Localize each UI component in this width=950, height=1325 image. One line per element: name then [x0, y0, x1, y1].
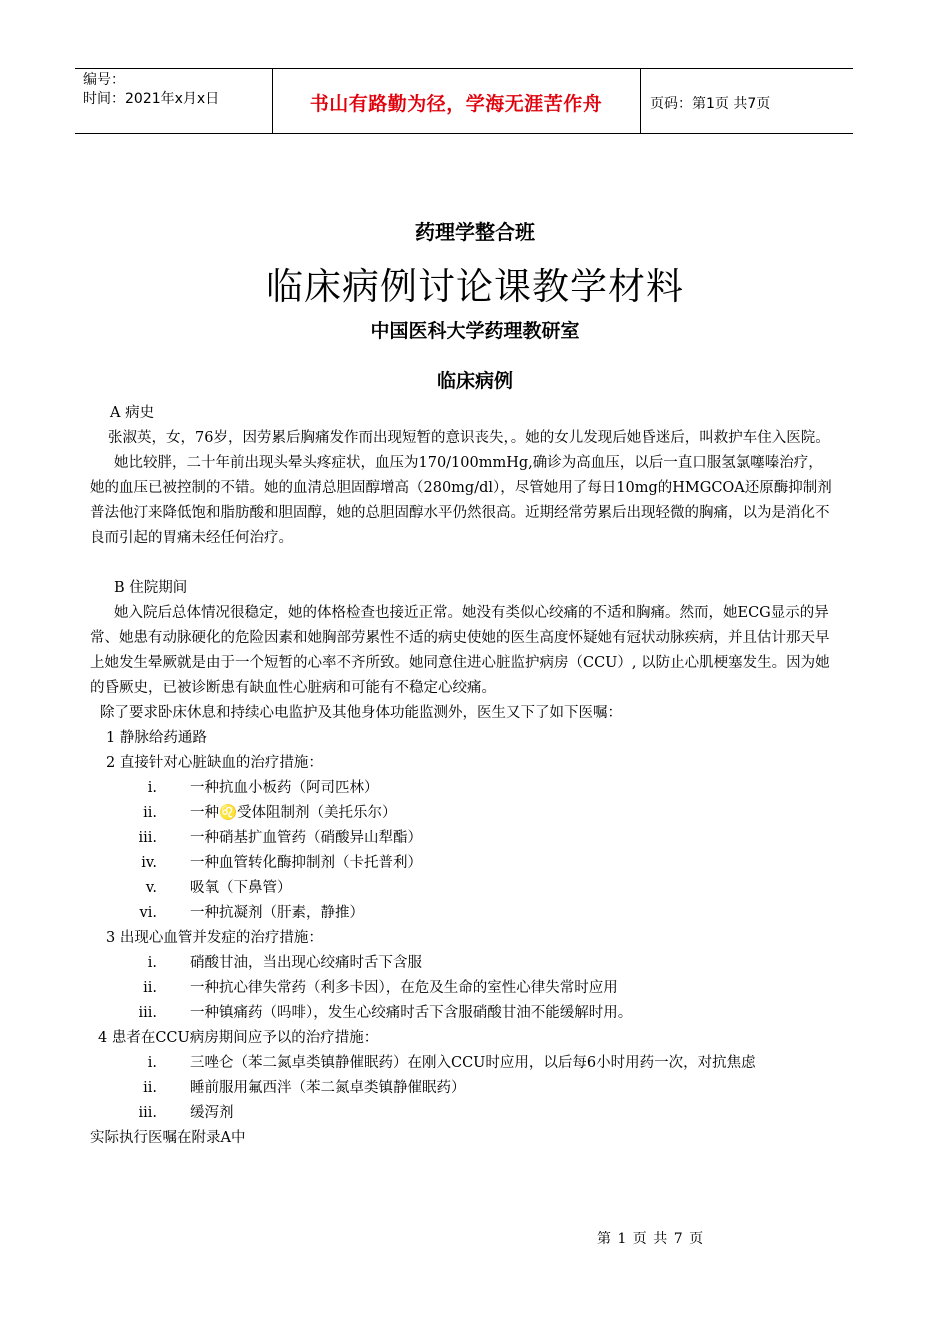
course-title: 药理学整合班 [415, 220, 535, 244]
history-paragraph: 她比较胖，二十年前出现头晕头疼症状，血压为170/100mmHg,确诊为高血压，以后一直口服氢氯噻嗪治疗，她的血压已被控制的不错。她的血清总胆固醇增高（280mg/dl），尽管她用了每日10mg的HMGCOA还原酶抑制剂普法他汀来降低饱和脂肪酸和胆固醇，她的总胆固醇水平仍然很高。近期经常劳累后出现轻微的胸痛，以为是消化不良而引起的胃痛未经任何治疗。 [90, 455, 832, 546]
time-label: 时间：2021年x月x日 [83, 91, 220, 107]
list-item: ii. 睡前服用氟西泮（苯二氮卓类镇静催眠药） [143, 1080, 466, 1096]
list-item: iii. 一种镇痛药（吗啡），发生心绞痛时舌下含服硝酸甘油不能缓解时用。 [138, 1005, 633, 1021]
list-item: i. 硝酸甘油，当出现心绞痛时舌下含服 [147, 955, 422, 971]
history-heading: A 病史 [110, 405, 155, 421]
closing-note: 实际执行医嘱在附录A中 [90, 1130, 246, 1146]
header-table [75, 68, 853, 134]
motto: 书山有路勤为径，学海无涯苦作舟 [309, 93, 603, 115]
list-item: ii. 一种抗心律失常药（利多卡因），在危及生命的室性心律失常时应用 [143, 980, 618, 996]
list-item: i. 三唑仑（苯二氮卓类镇静催眠药）在刚入CCU时应用，以后每6小时用药一次，对抗焦虑 [147, 1055, 756, 1071]
history-paragraph: 张淑英，女，76岁，因劳累后胸痛发作而出现短暂的意识丧失，。她的女儿发现后她昏迷后，叫救护车住入医院。 [108, 430, 830, 446]
list-item: iii. 缓泻剂 [138, 1105, 234, 1121]
hospital-paragraph: 她入院后总体情况很稳定，她的体格检查也接近正常。她没有类似心绞痛的不适和胸痛。然而，她ECG显示的异常、她患有动脉硬化的危险因素和她胸部劳累性不适的病史使她的医生高度怀疑她有冠状动脉疾病，并且估计那天早上她发生晕厥就是由于一个短暂的心率不齐所致。她同意住进心脏监护病房（CCU）, 以防止心肌梗塞发生。因为她的昏厥史，已被诊断患有缺血性心脏病和可能有不稳定心绞痛。 [90, 605, 830, 696]
header-divider [640, 69, 641, 133]
hospital-heading: B 住院期间 [114, 580, 188, 596]
document-body [90, 401, 832, 1151]
list-item: iii. 一种硝基扩血管药（硝酸异山犁酯） [138, 830, 422, 846]
list-item: ii. 一种♌受体阻制剂（美托乐尔） [143, 805, 397, 821]
order-heading: 4 患者在CCU病房期间应予以的治疗措施： [98, 1030, 379, 1046]
order-heading: 1 静脉给药通路 [106, 730, 207, 746]
hospital-paragraph: 除了要求卧床休息和持续心电监护及其他身体功能监测外，医生又下了如下医嘱： [100, 705, 622, 721]
order-heading: 2 直接针对心脏缺血的治疗措施： [106, 755, 323, 771]
header-info [83, 71, 219, 109]
page-label: 页码：第1页 共7页 [650, 96, 771, 112]
order-heading: 3 出现心血管并发症的治疗措施： [106, 930, 323, 946]
list-item: vi. 一种抗凝剂（肝素，静推） [139, 905, 364, 921]
page-footer: 第 1 页 共 7 页 [597, 1231, 705, 1247]
list-item: iv. 一种血管转化酶抑制剂（卡托普利） [141, 855, 422, 871]
number-label: 编号： [83, 72, 125, 88]
list-item: v. 吸氧（下鼻管） [145, 880, 292, 896]
section-title: 临床病例 [436, 370, 513, 392]
page-title: 临床病例讨论课教学材料 [266, 265, 684, 308]
list-item: i. 一种抗血小板药（阿司匹林） [147, 780, 379, 796]
department: 中国医科大学药理教研室 [370, 320, 580, 342]
